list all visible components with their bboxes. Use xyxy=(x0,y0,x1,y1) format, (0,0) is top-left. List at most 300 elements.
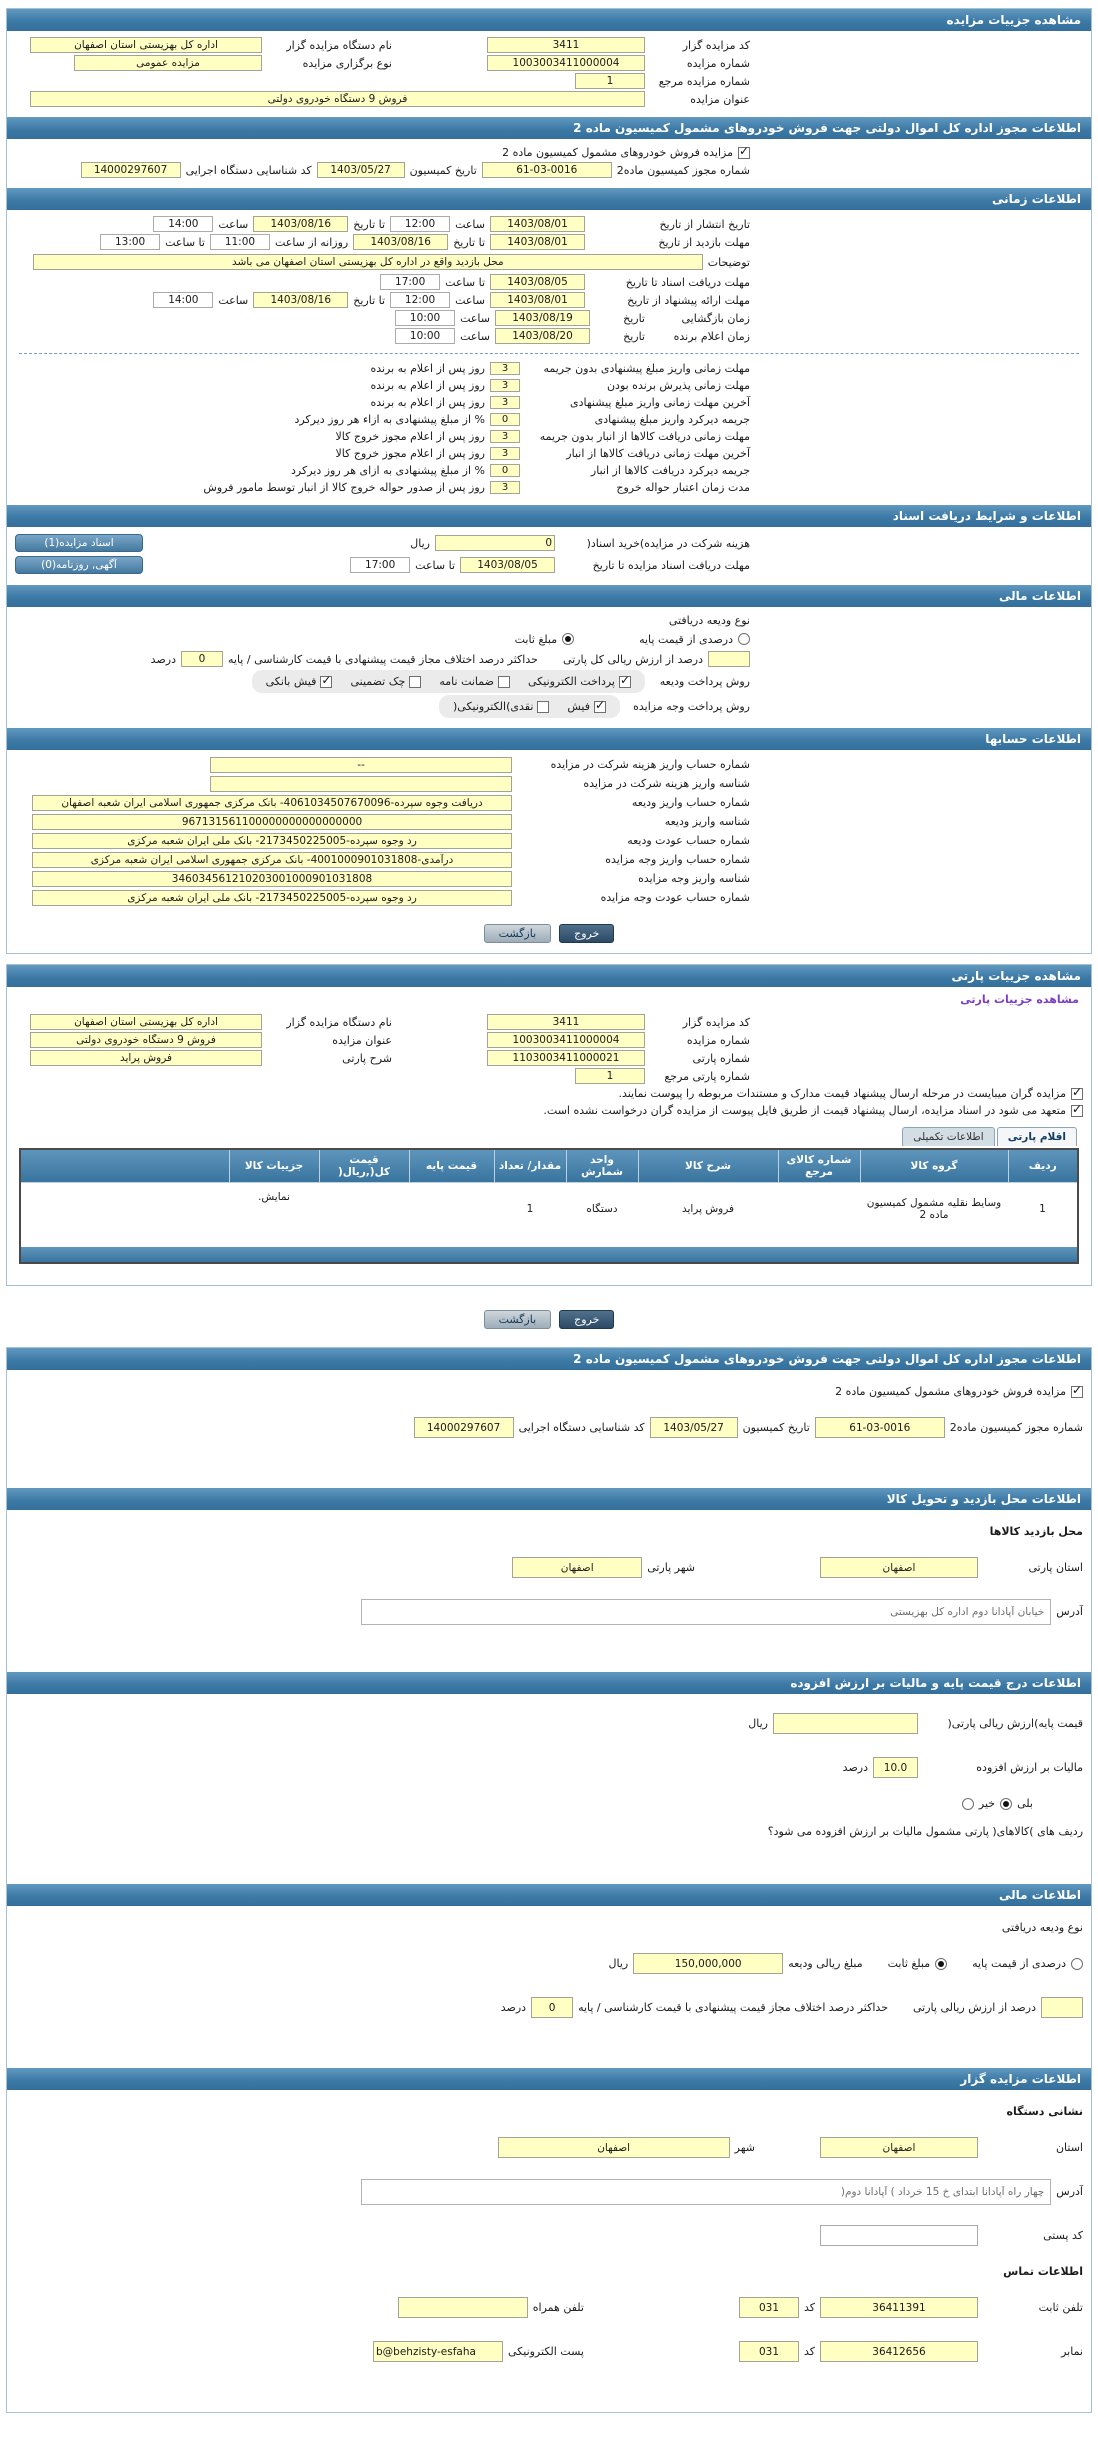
vat-yes-label: بلی xyxy=(1017,1797,1033,1810)
hour-label: ساعت xyxy=(218,293,249,307)
certified-check-checkbox[interactable] xyxy=(409,676,421,688)
vat-field[interactable] xyxy=(873,1757,918,1778)
participation-fee-field[interactable] xyxy=(435,535,555,551)
party-address-label: آدرس xyxy=(1056,1605,1083,1618)
vat-no-label: خیر xyxy=(978,1797,996,1810)
max-diff-field[interactable] xyxy=(531,1997,573,2018)
commission-date-field[interactable] xyxy=(317,162,405,178)
base-price-vat-body xyxy=(7,1694,1091,1884)
max-diff-label: حداکثر درصد اختلاف مجاز قیمت پیشنهادی با قیمت کارشناسی / پایه xyxy=(578,2001,888,2014)
auction-number-label: شماره مزایده xyxy=(686,56,750,70)
to-date-label: تا تاریخ xyxy=(353,293,386,307)
bidder-code-label: کد مزایده گزار xyxy=(682,1015,750,1029)
commission-date-label: تاریخ کمیسیون xyxy=(409,163,477,177)
penalty-label: آخرین مهلت زمانی دریافت کالاها از انبار xyxy=(566,447,750,460)
bank-receipt-checkbox[interactable] xyxy=(320,676,332,688)
visit-location-body xyxy=(7,1510,1091,1672)
account-label: شناسه واریز وجه مزایده xyxy=(638,872,750,885)
row-participation-fee xyxy=(7,532,1091,554)
row-penalty-7 xyxy=(7,479,1091,496)
docs-deadline-time-field[interactable] xyxy=(380,274,440,290)
offer-from-time-field[interactable] xyxy=(390,292,450,308)
commission2-checkbox-label: مزایده فروش خودروهای مشمول کمیسیون ماده 2 xyxy=(502,146,733,159)
rial-label: ریال xyxy=(748,1717,768,1730)
row-deposit-type-options-2 xyxy=(7,1942,1091,1986)
fax-code-field[interactable] xyxy=(739,2341,799,2362)
org-province-label: استان xyxy=(1055,2141,1083,2154)
row-deposit-type xyxy=(7,612,1091,629)
deposit-method-label: روش پرداخت ودیعه xyxy=(659,675,750,688)
party-tabs xyxy=(7,1119,1091,1146)
auction-title-field[interactable] xyxy=(30,91,645,107)
account-field[interactable] xyxy=(210,776,512,792)
fixed-amount-radio-label: مبلغ ثابت xyxy=(514,632,558,646)
penalty-value-field[interactable] xyxy=(490,362,520,375)
tab-extra-info[interactable]: اطلاعات تکمیلی xyxy=(902,1127,994,1146)
row-deposit-type-options xyxy=(7,629,1091,649)
col-count-unit: واحد شمارش xyxy=(566,1149,638,1183)
percent-of-total-label: درصد از ارزش ریالی کل پارتی xyxy=(562,652,703,666)
row-permit2-checkbox xyxy=(7,1378,1091,1406)
hour-label: ساعت xyxy=(460,311,490,325)
publish-from-time-field[interactable] xyxy=(390,216,450,232)
party-items-table-wrap xyxy=(19,1148,1079,1264)
auction-documents-button[interactable]: اسناد مزایده(1) xyxy=(15,534,143,552)
row-party-bidder-code xyxy=(7,1013,1091,1031)
row-account-2 xyxy=(7,793,1091,812)
docs-deadline2-time-field[interactable] xyxy=(350,557,410,573)
permit-body-2 xyxy=(7,1370,1091,1488)
time-info-body xyxy=(7,210,1091,505)
daily-from-label: روزانه از ساعت xyxy=(274,235,349,249)
vat-yes-radio[interactable] xyxy=(1000,1798,1012,1810)
ref-number-field[interactable] xyxy=(575,73,645,89)
row-org-address-subhead xyxy=(7,2098,1091,2126)
fax-label: نمابر xyxy=(1061,2345,1083,2358)
row-party-number xyxy=(7,1049,1091,1067)
account-field[interactable] xyxy=(32,795,512,811)
row-penalty-4 xyxy=(7,428,1091,445)
hour-label: ساعت xyxy=(218,217,249,231)
exit-button[interactable]: خروج xyxy=(559,1310,614,1329)
col-total-price: قیمت کل(,ریال( xyxy=(319,1149,409,1183)
account-label: شناسه واریز هزینه شرکت در مزایده xyxy=(583,777,750,790)
financial-info-body-2 xyxy=(7,1906,1091,2068)
date-label: تاریخ xyxy=(623,329,645,343)
cell-row-number: 1 xyxy=(1039,1202,1046,1215)
org-province-field[interactable] xyxy=(820,2137,978,2158)
financial-info-header-2: اطلاعات مالی xyxy=(7,1884,1091,1906)
rial-label: ریال xyxy=(608,1957,629,1970)
party-city-label: شهر پارتی xyxy=(647,1561,695,1574)
penalty-value-field[interactable] xyxy=(490,396,520,409)
table-footer-bar xyxy=(20,1247,1078,1263)
back-button[interactable]: بازگشت xyxy=(484,1310,552,1329)
deposit-amount-field[interactable] xyxy=(633,1953,783,1974)
winner-time-field[interactable] xyxy=(395,328,455,344)
row-account-6 xyxy=(7,869,1091,888)
table-row xyxy=(20,1183,1078,1235)
penalty-suffix: روز پس از اعلام مجوز خروج کالا xyxy=(335,447,485,460)
penalty-label: جریمه دیرکرد دریافت کالاها از انبار xyxy=(590,464,750,477)
permit-number-label: شماره مجوز کمیسیون ماده2 xyxy=(949,1421,1083,1434)
row-docs-deadline xyxy=(7,273,1091,291)
no-file-commitment-checkbox[interactable] xyxy=(1071,1105,1083,1117)
permit-number-field[interactable] xyxy=(482,162,612,178)
hour-label: ساعت xyxy=(455,217,485,231)
cell-goods-group: وسایط نقلیه مشمول کمیسیون ماده 2 xyxy=(866,1196,1002,1221)
penalty-label: مهلت زمانی واریز مبلغ پیشنهادی بدون جریمه xyxy=(543,362,750,375)
row-vat-yes-no xyxy=(7,1790,1091,1818)
tab-party-items[interactable]: اقلام پارتی xyxy=(997,1127,1077,1146)
row-account-5 xyxy=(7,850,1091,869)
commission2-checkbox-label: مزایده فروش خودروهای مشمول کمیسیون ماده 2 xyxy=(835,1385,1066,1398)
party-number-field[interactable] xyxy=(487,1050,645,1066)
row-penalty-2 xyxy=(7,394,1091,411)
auction-details-header: مشاهده جزییات مزایده xyxy=(7,9,1091,31)
row-description xyxy=(7,251,1091,273)
row-account-4 xyxy=(7,831,1091,850)
row-penalty-3 xyxy=(7,411,1091,428)
description-field[interactable] xyxy=(33,254,703,270)
row-deposit-method xyxy=(7,669,1091,694)
dashed-divider xyxy=(19,353,1079,354)
penalty-value-field[interactable] xyxy=(490,447,520,460)
docs-deadline-label: مهلت دریافت اسناد تا تاریخ xyxy=(625,275,750,289)
row-offer xyxy=(7,291,1091,309)
fixed-amount-radio[interactable] xyxy=(562,633,574,645)
max-diff-field[interactable] xyxy=(181,651,223,667)
row-visit xyxy=(7,233,1091,251)
percent-of-base-radio-label: درصدی از قیمت پایه xyxy=(972,1957,1066,1970)
row-party-province xyxy=(7,1546,1091,1590)
cell-count-unit: دستگاه xyxy=(586,1202,618,1215)
phone-label: تلفن ثابت xyxy=(1038,2301,1083,2314)
fixed-amount-radio-label: مبلغ ثابت xyxy=(887,1957,931,1970)
penalty-suffix: روز پس از اعلام به برنده xyxy=(370,396,485,409)
bidder-code-field[interactable] xyxy=(487,1014,645,1030)
account-field[interactable] xyxy=(32,890,512,906)
visit-location-header: اطلاعات محل بازدید و تحویل کالا xyxy=(7,1488,1091,1510)
penalty-value-field[interactable] xyxy=(490,379,520,392)
auction-details-panel xyxy=(6,8,1092,954)
cell-goods-desc: فروش پراید xyxy=(681,1202,735,1215)
percent-unit-label: درصد xyxy=(842,1761,868,1774)
to-hour-label: تا ساعت xyxy=(165,235,205,249)
time-info-header: اطلاعات زمانی xyxy=(7,188,1091,210)
rial-label: ریال xyxy=(410,536,430,550)
row-deposit-type-2 xyxy=(7,1914,1091,1942)
penalty-label: مهلت زمانی دریافت کالاها از انبار بدون جریمه xyxy=(539,430,750,443)
auction-type-field[interactable] xyxy=(74,55,262,71)
commission2-checkbox[interactable] xyxy=(738,147,750,159)
to-date-label: تا تاریخ xyxy=(453,235,485,249)
fax-field[interactable] xyxy=(820,2341,978,2362)
row-pay-method xyxy=(7,694,1091,719)
row-vat-percent xyxy=(7,1746,1091,1790)
party-desc-label: شرح پارتی xyxy=(342,1051,392,1065)
bank-receipt-label: فیش بانکی xyxy=(265,675,317,688)
account-field[interactable] xyxy=(210,757,512,773)
percent-of-base-radio[interactable] xyxy=(1071,1958,1083,1970)
party-details-link[interactable]: مشاهده جزییات پارتی xyxy=(960,993,1079,1006)
receipt-label: فیش xyxy=(567,700,590,713)
party-address-field[interactable] xyxy=(361,1599,1051,1625)
visit-place-subhead: محل بازدید کالاها xyxy=(989,1525,1083,1538)
col-filler xyxy=(20,1149,229,1183)
col-quantity: مقدار/ تعداد xyxy=(494,1149,566,1183)
row-publish xyxy=(7,215,1091,233)
auction-title-field[interactable] xyxy=(30,1032,262,1048)
row-permit-fields xyxy=(7,161,1091,179)
newspaper-ads-button[interactable]: آگهی, روزنامه(0) xyxy=(15,556,143,574)
row-docs-deadline2 xyxy=(7,554,1091,576)
penalty-suffix: % از مبلغ پیشنهادی به ازاء هر روز دیرکرد xyxy=(294,413,485,426)
cell-quantity: 1 xyxy=(526,1202,534,1215)
exec-id-field[interactable] xyxy=(81,162,181,178)
row-base-price xyxy=(7,1702,1091,1746)
row-fax xyxy=(7,2330,1091,2374)
row-vat-question xyxy=(7,1818,1091,1846)
row-permit2-fields xyxy=(7,1406,1091,1450)
row-contact-subhead xyxy=(7,2258,1091,2286)
percent-of-total-field[interactable] xyxy=(1041,1997,1083,2018)
pay-method-options xyxy=(439,695,620,718)
party-province-field[interactable] xyxy=(820,1557,978,1578)
account-label: شماره حساب واریز هزینه شرکت در مزایده xyxy=(550,758,750,771)
penalty-label: مهلت زمانی پذیرش برنده بودن xyxy=(606,379,750,392)
publish-from-date-field[interactable] xyxy=(490,216,585,232)
cell-ref-goods-number xyxy=(778,1183,860,1235)
commission-date-label: تاریخ کمیسیون xyxy=(742,1421,810,1434)
fixed-amount-radio[interactable] xyxy=(935,1958,947,1970)
visit-from-date-field[interactable] xyxy=(490,234,585,250)
commission-date-field[interactable] xyxy=(650,1417,738,1438)
publish-label: تاریخ انتشار از تاریخ xyxy=(659,217,750,231)
attachment-required-label: مزایده گران میبایست در مرحله ارسال پیشنهاد قیمت مدارک و مستندات مربوطه را پیوست نمایند. xyxy=(618,1087,1066,1100)
col-row-number: ردیف xyxy=(1008,1149,1078,1183)
party-province-label: استان پارتی xyxy=(1028,1561,1083,1574)
email-field[interactable] xyxy=(373,2341,503,2362)
party-items-table xyxy=(19,1148,1079,1264)
commission2-checkbox[interactable] xyxy=(1071,1386,1083,1398)
vat-label: مالیات بر ارزش افزوده xyxy=(976,1761,1083,1774)
opening-date-field[interactable] xyxy=(495,310,590,326)
offer-to-time-field[interactable] xyxy=(153,292,213,308)
row-ref-number xyxy=(7,72,1091,90)
accounts-info-body xyxy=(7,750,1091,916)
receipt-checkbox[interactable] xyxy=(594,701,606,713)
cell-filler xyxy=(20,1183,229,1235)
row-org-address xyxy=(7,2170,1091,2214)
account-field[interactable] xyxy=(32,814,512,830)
party-ref-field[interactable] xyxy=(575,1068,645,1084)
account-field[interactable] xyxy=(32,833,512,849)
description-label: توضیحات xyxy=(707,255,750,269)
party-extra-panel xyxy=(6,1347,1092,2413)
visit-from-time-field[interactable] xyxy=(210,234,270,250)
party-desc-field[interactable] xyxy=(30,1050,262,1066)
cell-base-price xyxy=(409,1183,494,1235)
bidder-org-body xyxy=(7,2090,1091,2412)
org-address-field[interactable] xyxy=(361,2179,1051,2205)
opening-label: زمان بازگشایی xyxy=(681,311,750,325)
percent-of-base-radio-label: درصدی از قیمت پایه xyxy=(639,632,733,646)
percent-unit-label: درصد xyxy=(150,652,176,666)
org-name-label: نام دستگاه مزایده گزار xyxy=(286,1015,392,1029)
account-field[interactable] xyxy=(32,852,512,868)
participation-fee-label: هزینه شرکت در مزایده)خرید اسناد( xyxy=(586,536,750,550)
docs-deadline-date-field[interactable] xyxy=(490,274,585,290)
financial-info-header: اطلاعات مالی xyxy=(7,585,1091,607)
electronic-payment-label: پرداخت الکترونیکی xyxy=(528,675,615,688)
attachment-required-checkbox[interactable] xyxy=(1071,1088,1083,1100)
row-penalty-5 xyxy=(7,445,1091,462)
row-party-auction-number xyxy=(7,1031,1091,1049)
penalty-label: آخرین مهلت زمانی واریز مبلغ پیشنهادی xyxy=(570,396,750,409)
cell-total-price xyxy=(319,1183,409,1235)
penalty-value-field[interactable] xyxy=(490,430,520,443)
docs-deadline2-label: مهلت دریافت اسناد مزایده تا تاریخ xyxy=(592,558,750,572)
vat-no-radio[interactable] xyxy=(962,1798,974,1810)
exit-button[interactable]: خروج xyxy=(559,924,614,943)
row-no-file-commitment xyxy=(7,1102,1091,1119)
certified-check-label: چک تضمینی xyxy=(350,675,406,688)
postal-code-field[interactable] xyxy=(820,2225,978,2246)
account-label: شناسه واریز ودیعه xyxy=(664,815,750,828)
cash-electronic-checkbox[interactable] xyxy=(537,701,549,713)
row-opening xyxy=(7,309,1091,327)
row-account-3 xyxy=(7,812,1091,831)
party-city-field[interactable] xyxy=(512,1557,642,1578)
org-name-label: نام دستگاه مزایده گزار xyxy=(286,38,392,52)
base-price-label: قیمت پایه)ارزش ریالی پارتی( xyxy=(947,1717,1083,1730)
percent-of-base-radio[interactable] xyxy=(738,633,750,645)
bidder-org-header: اطلاعات مزایده گزار xyxy=(7,2068,1091,2090)
auction-number-label: شماره مزایده xyxy=(686,1033,750,1047)
exec-id-field[interactable] xyxy=(414,1417,514,1438)
max-diff-label: حداکثر درصد اختلاف مجاز قیمت پیشنهادی با قیمت کارشناسی / پایه xyxy=(228,652,538,666)
postal-code-label: کد پستی xyxy=(1043,2229,1083,2242)
account-label: شماره حساب واریز وجه مزایده xyxy=(605,853,750,866)
panel-a-buttons xyxy=(7,916,1091,953)
auction-number-field[interactable] xyxy=(487,55,645,71)
to-date-label: تا تاریخ xyxy=(353,217,386,231)
penalty-value-field[interactable] xyxy=(490,481,520,494)
offer-to-date-field[interactable] xyxy=(253,292,348,308)
permit-header-2: اطلاعات مجوز اداره کل اموال دولتی جهت فروش خودروهای مشمول کمیسیون ماده 2 xyxy=(7,1348,1091,1370)
percent-of-total-field[interactable] xyxy=(708,651,750,667)
cash-electronic-label: نقدی)الکترونیکی( xyxy=(452,700,534,713)
visit-to-time-field[interactable] xyxy=(100,234,160,250)
publish-to-time-field[interactable] xyxy=(153,216,213,232)
party-details-header: مشاهده جزییات پارتی xyxy=(7,965,1091,987)
winner-date-field[interactable] xyxy=(495,328,590,344)
col-goods-group: گروه کالا xyxy=(860,1149,1008,1183)
phone-code-label: کد xyxy=(803,2301,815,2314)
row-percent-limits-2 xyxy=(7,1986,1091,2030)
penalty-value-field[interactable] xyxy=(490,413,520,426)
row-account-7 xyxy=(7,888,1091,907)
bidder-code-label: کد مزایده گزار xyxy=(682,38,750,52)
opening-time-field[interactable] xyxy=(395,310,455,326)
table-spacer-row xyxy=(20,1235,1078,1247)
mobile-label: تلفن همراه xyxy=(532,2301,584,2314)
exec-id-label: کد شناسایی دستگاه اجرایی xyxy=(518,1421,645,1434)
electronic-payment-checkbox[interactable] xyxy=(619,676,631,688)
row-permit-checkbox xyxy=(7,144,1091,161)
guarantee-letter-checkbox[interactable] xyxy=(498,676,510,688)
row-penalty-1 xyxy=(7,377,1091,394)
org-name-field[interactable] xyxy=(30,37,262,53)
hour-label: ساعت xyxy=(455,293,485,307)
auction-type-label: نوع برگزاری مزایده xyxy=(302,56,392,70)
bidder-code-field[interactable] xyxy=(487,37,645,53)
row-winner xyxy=(7,327,1091,345)
row-attachment-required xyxy=(7,1085,1091,1102)
penalty-suffix: % از مبلغ پیشنهادی به ازای هر روز دیرکرد xyxy=(291,464,485,477)
base-price-field[interactable] xyxy=(773,1713,918,1734)
org-city-label: شهر xyxy=(734,2141,755,2154)
percent-of-total-label: درصد از ارزش ریالی پارتی xyxy=(913,2001,1036,2014)
penalty-value-field[interactable] xyxy=(490,464,520,477)
date-label: تاریخ xyxy=(623,311,645,325)
party-number-label: شماره پارتی xyxy=(692,1051,750,1065)
row-party-ref-number xyxy=(7,1067,1091,1085)
show-goods-details-link[interactable]: نمایش. xyxy=(258,1191,290,1203)
col-goods-details: جزییات کالا xyxy=(229,1149,319,1183)
penalty-suffix: روز پس از اعلام به برنده xyxy=(370,362,485,375)
party-details-panel xyxy=(6,964,1092,1286)
docs-terms-body xyxy=(7,527,1091,585)
account-label: شماره حساب عودت ودیعه xyxy=(627,834,750,847)
party-details-body xyxy=(7,1008,1091,1285)
back-button[interactable]: بازگشت xyxy=(484,924,552,943)
account-label: شماره حساب واریز ودیعه xyxy=(631,796,750,809)
ref-number-label: شماره مزایده مرجع xyxy=(658,74,750,88)
deposit-amount-label: مبلغ ریالی ودیعه xyxy=(788,1957,863,1970)
exec-id-label: کد شناسایی دستگاه اجرایی xyxy=(185,163,312,177)
offer-from-date-field[interactable] xyxy=(490,292,585,308)
org-city-field[interactable] xyxy=(498,2137,730,2158)
accounts-info-header: اطلاعات حسابها xyxy=(7,728,1091,750)
visit-label: مهلت بازدید از تاریخ xyxy=(658,235,750,249)
permit-header: اطلاعات مجوز اداره کل اموال دولتی جهت فروش خودروهای مشمول کمیسیون ماده 2 xyxy=(7,117,1091,139)
penalty-label: جریمه دیرکرد واریز مبلغ پیشنهادی xyxy=(594,413,750,426)
account-label: شماره حساب عودت وجه مزایده xyxy=(600,891,750,904)
auction-pay-method-label: روش پرداخت وجه مزایده xyxy=(633,700,750,713)
to-hour-label: تا ساعت xyxy=(415,558,455,572)
row-percent-limits xyxy=(7,649,1091,669)
org-name-field[interactable] xyxy=(30,1014,262,1030)
visit-to-date-field[interactable] xyxy=(353,234,448,250)
account-field[interactable] xyxy=(32,871,512,887)
col-base-price: قیمت پایه xyxy=(409,1149,494,1183)
row-party-address xyxy=(7,1590,1091,1634)
table-header-row xyxy=(20,1149,1078,1183)
row-postal-code xyxy=(7,2214,1091,2258)
publish-to-date-field[interactable] xyxy=(253,216,348,232)
docs-deadline2-date-field[interactable] xyxy=(460,557,555,573)
auction-details-body xyxy=(7,31,1091,117)
row-account-0 xyxy=(7,755,1091,774)
mid-buttons xyxy=(0,1296,1098,1347)
row-penalty-6 xyxy=(7,462,1091,479)
permit-number-field[interactable] xyxy=(815,1417,945,1438)
row-org-province xyxy=(7,2126,1091,2170)
auction-number-field[interactable] xyxy=(487,1032,645,1048)
penalty-suffix: روز پس از اعلام به برنده xyxy=(370,379,485,392)
